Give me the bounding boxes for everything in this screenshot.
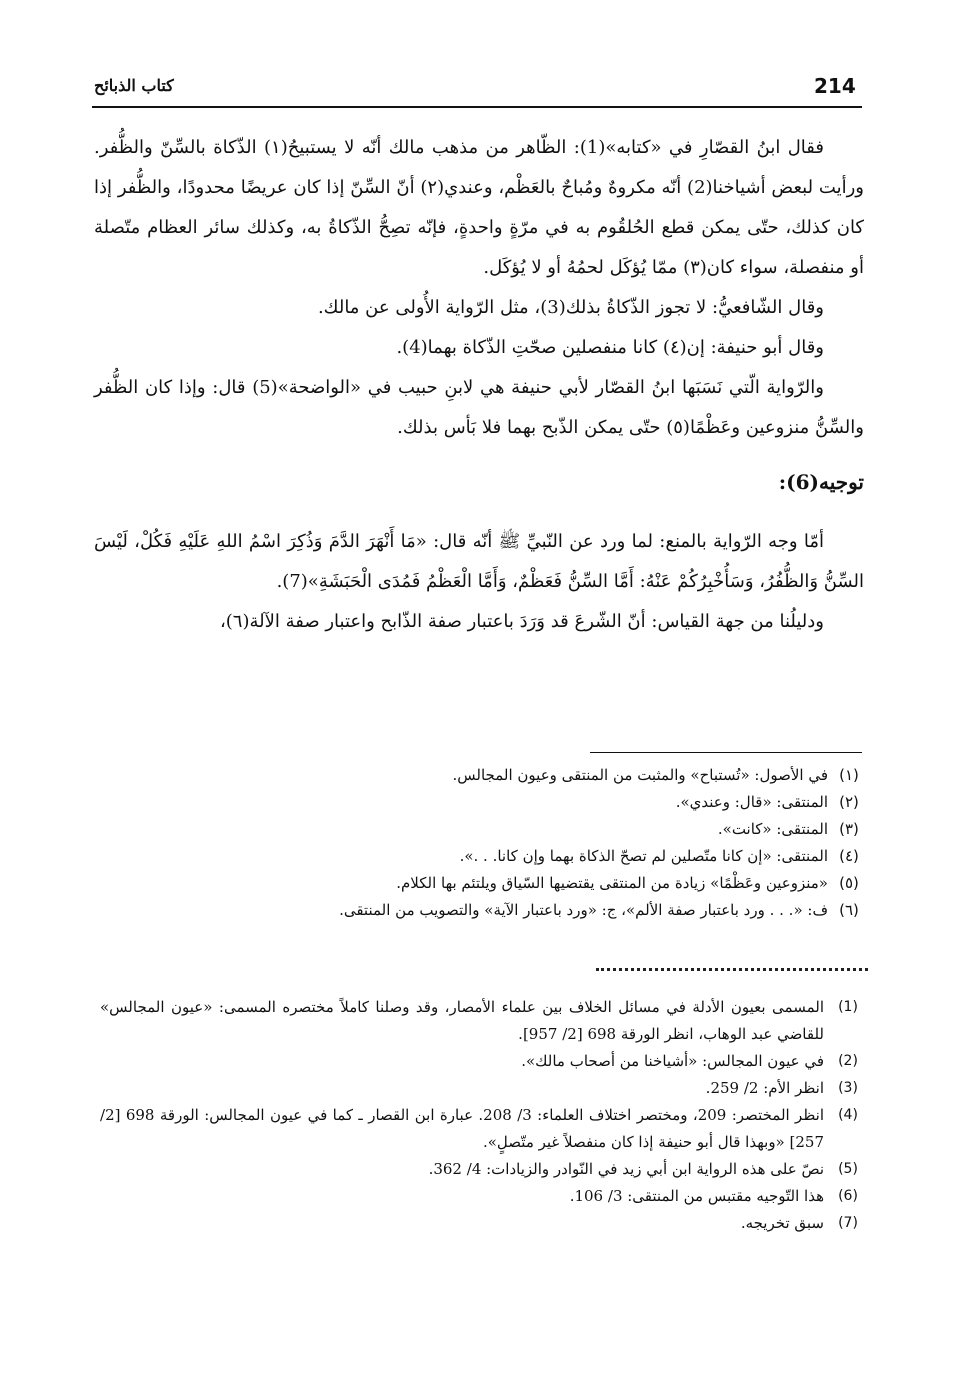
paragraph: أمّا وجه الرّواية بالمنع: لما ورد عن النّبيِّ ﷺ أنّه قال: «مَا أَنْهَرَ الدَّمَ وَذُكِرَ اسْمُ اللهِ عَلَيْهِ فَكُلْ، لَيْسَ السِّنُّ وَالظُّفُرُ، وَسَأُخْبِرُكُمْ عَنْهُ: أَمَّا السِّنُّ فَعَظْمٌ، وَأَمَّا الْعَظْمُ فَمُدَى الْحَبَشَةِ»(7). — [94, 531, 864, 592]
footnote-number: (١) — [839, 766, 859, 784]
footnote — [100, 1156, 872, 1183]
main-text — [94, 128, 864, 642]
footnote — [100, 843, 870, 870]
footnote-number: (٣) — [839, 820, 859, 838]
footnote-text: في عيون المجالس: «أشياخنا من أصحاب مالك». — [521, 1052, 824, 1070]
footnote-number: (٥) — [839, 874, 859, 892]
footnote-text: «منزوعين وعَظْمًا» زيادة من المنتقى يقتضيها السّياق ويلتئم بها الكلام. — [396, 874, 828, 892]
paragraph: والرّواية الّتي نَسَبَها ابنُ القصّار لأبي حنيفة هي لابنِ حبيب في «الواضحة»(5) قال: وإذا كان الظُّفر والسِّنُّ منزوعين وعَظْمًا(٥) حتّى يمكن الذّبح بهما فلا بَأس بذلك. — [94, 377, 864, 438]
footnote — [100, 1102, 872, 1156]
footnote-number: (6) — [838, 1188, 858, 1204]
footnote-number: (2) — [838, 1053, 858, 1069]
dotted-separator — [596, 968, 868, 971]
footnote-text: نصّ على هذه الرواية ابن أبي زيد في النّوادر والزيادات: 4/ 362. — [428, 1160, 824, 1178]
footnote — [100, 1210, 872, 1237]
page-header — [92, 72, 862, 108]
footnote-separator — [590, 752, 862, 753]
paragraph: فقال ابنُ القصّارِ في «كتابه»(1): الظّاهر من مذهب مالك أنّه لا يستبيحُ(١) الذّكاة بالسِّنّ والظُّفر. ورأيت لبعض أشياخنا(2) أنّه مكروهٌ ومُباحٌ بالعَظْم، وعندي(٢) أنّ السِّنّ إذا كان عريضًا محدودًا، والظُّفر إذا كان كذلك، حتّى يمكن قطع الحُلقُوم به في مرّةٍ واحدةٍ، فإنّه تصِحُّ الذّكاةُ به، وكذلك سائر العظام متّصلة أو منفصلة، سواء كان(٣) ممّا يُؤكَل لحمُهُ أو لا يُؤكَل. — [94, 137, 864, 278]
footnote-number: (5) — [838, 1161, 858, 1177]
paragraph: ودليلُنا من جهة القياس: أنّ الشّرعَ قد وَرَدَ باعتبار صفة الذّابح واعتبار صفة الآلة(٦)، — [219, 611, 824, 632]
footnote-number: (٦) — [839, 901, 859, 919]
footnote — [100, 789, 870, 816]
page-number: 214 — [814, 74, 856, 98]
footnote — [100, 994, 872, 1048]
paragraph: وقال أبو حنيفة: إن(٤) كانا منفصلين صحّتِ الذّكاة بهما(4). — [396, 337, 824, 358]
footnote-text: في الأصول: «تُستباح» والمثبت من المنتقى وعيون المجالس. — [452, 766, 828, 784]
section-heading: توجيه(6): — [778, 470, 864, 494]
footnote-number: (٤) — [839, 847, 859, 865]
footnote-text: انظر المختصر: 209، ومختصر اختلاف العلماء: 3/ 208. عبارة ابن القصار ـ كما في عيون المجالس: الورقة 698 [2/ 257] «وبهذا قال أبو حنيفة إذا كان منفصلاً غير متّصلٍ». — [100, 1106, 824, 1151]
footnote-number: (1) — [838, 999, 858, 1015]
footnote — [100, 870, 870, 897]
paragraph: وقال الشّافعيُّ: لا تجوز الذّكاةُ بذلك(3)، مثل الرّواية الأُولى عن مالك. — [317, 297, 824, 318]
edition-footnotes — [100, 994, 872, 1237]
footnote-number: (٢) — [839, 793, 859, 811]
footnote — [100, 1075, 872, 1102]
footnote-text: المنتقى: «كانت». — [717, 820, 828, 838]
footnote-text: المسمى بعيون الأدلة في مسائل الخلاف بين علماء الأمصار، وقد وصلنا كاملاً مختصره المسمى: «عيون المجالس» للقاضي عبد الوهاب، انظر الورقة 698 [2/ 957]. — [100, 998, 824, 1043]
footnote — [100, 1183, 872, 1210]
footnote-number: (4) — [838, 1107, 858, 1123]
footnote — [100, 897, 870, 924]
footnote-text: ف: «. . . ورد باعتبار صفة الألم»، ج: «ورد باعتبار الآية» والتصويب من المنتقى. — [339, 901, 828, 919]
footnote — [100, 1048, 872, 1075]
footnote — [100, 762, 870, 789]
footnote-number: (3) — [838, 1080, 858, 1096]
footnote — [100, 816, 870, 843]
footnote-text: المنتقى: «إن كانا متّصلين لم تصحّ الذكاة بهما وإن كانا. . .». — [459, 847, 828, 865]
footnote-text: المنتقى: «قال: وعندي». — [675, 793, 828, 811]
footnote-text: هذا التّوجيه مقتبس من المنتقى: 3/ 106. — [569, 1187, 824, 1205]
footnote-number: (7) — [838, 1215, 858, 1231]
footnote-text: انظر الأم: 2/ 259. — [705, 1079, 824, 1097]
editor-footnotes — [100, 762, 870, 924]
running-title: كتاب الذبائح — [94, 76, 174, 95]
footnote-text: سبق تخريجه. — [740, 1214, 824, 1232]
